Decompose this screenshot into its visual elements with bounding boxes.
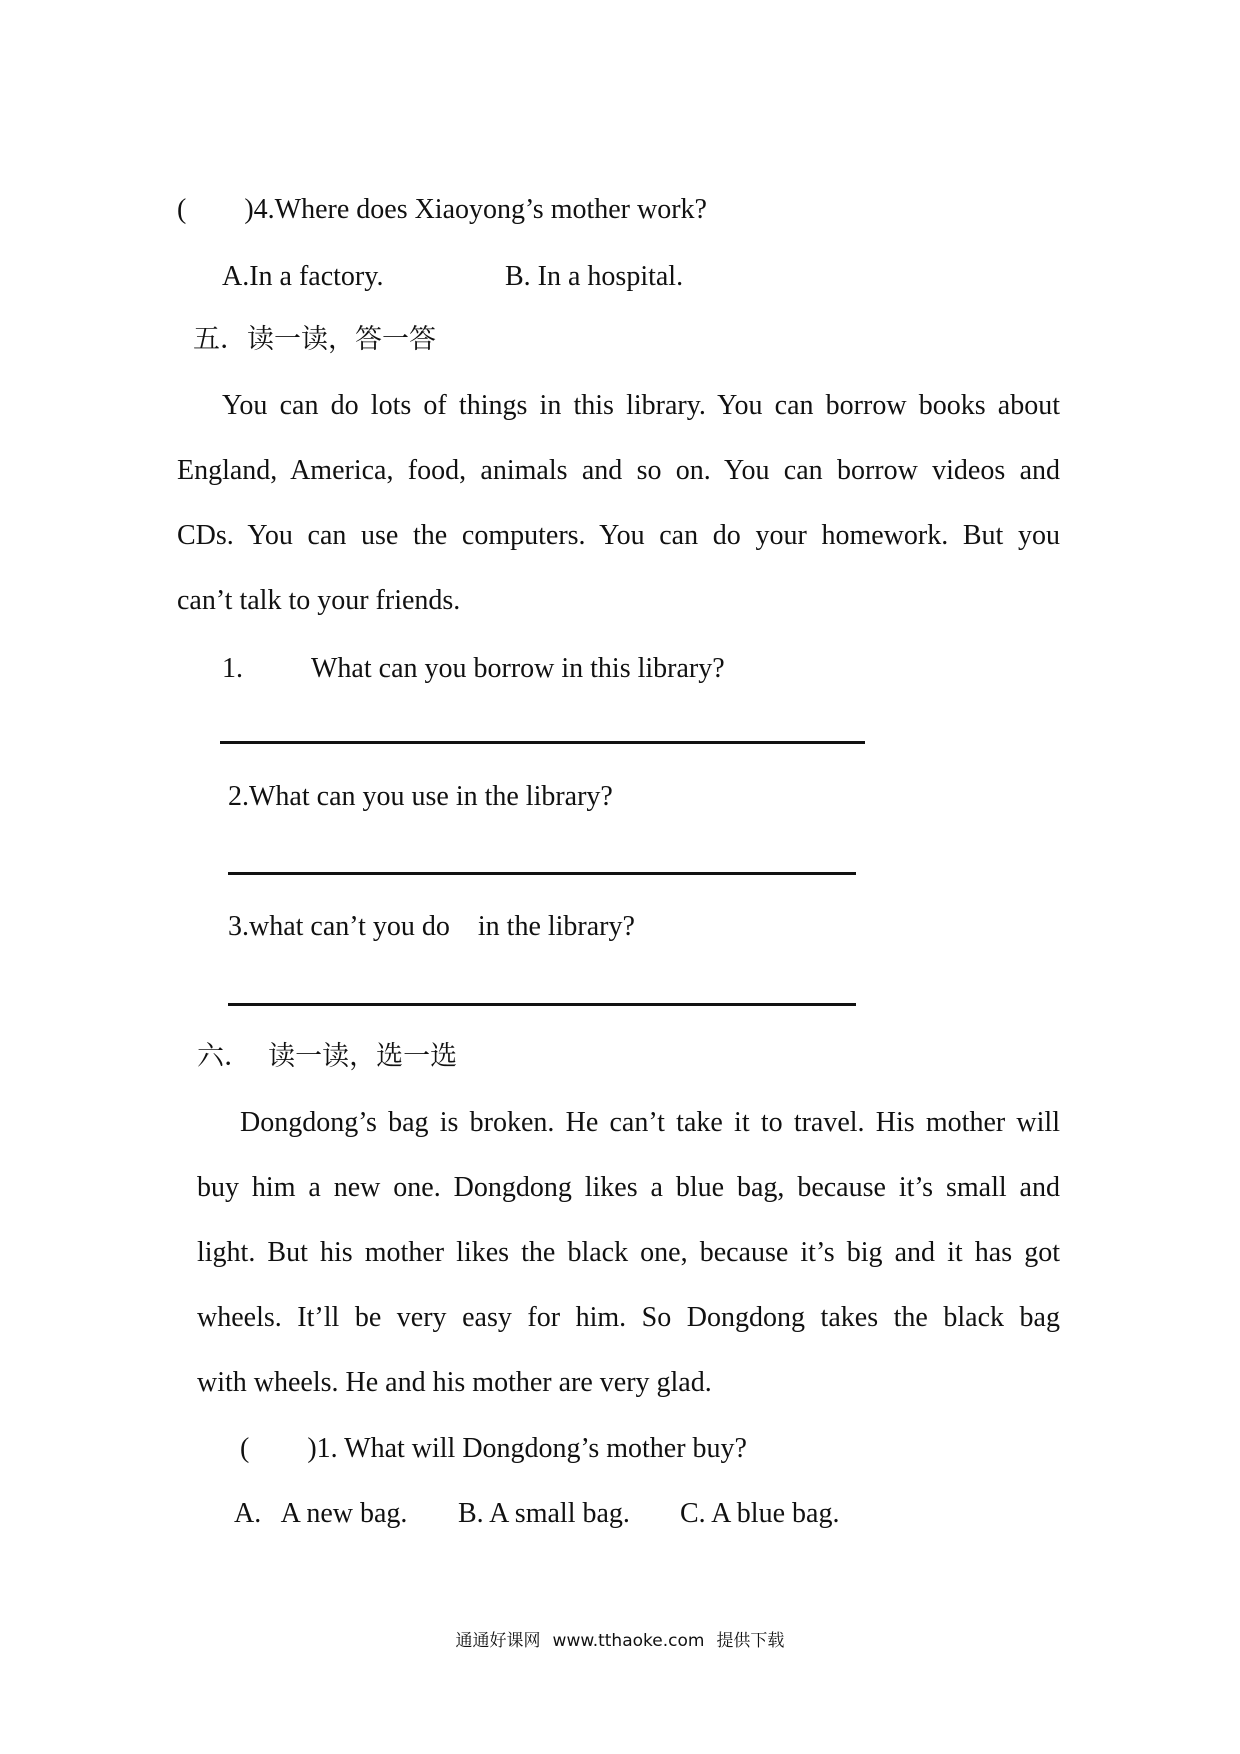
footer-site-name: 通通好课网 [455,1631,541,1651]
section-6-question-1-text: )1. What will Dongdong’s mother buy? [307,1433,747,1464]
section-5-question-2: 2.What can you use in the library? [228,781,613,812]
section-6-option-b: B. A small bag. [458,1498,630,1529]
section-6-option-c: C. A blue bag. [680,1498,840,1529]
section-5-passage-line-4: can’t talk to your friends. [177,585,461,616]
section-5-heading: 五．读一读，答一答 [193,324,436,355]
section-5-passage-line-1: You can do lots of things in this library. You can borrow books about [222,390,1060,421]
section-6-passage-line-4: wheels. It’ll be very easy for him. So Dongdong takes the black bag [197,1302,1060,1333]
question-4 [177,193,707,227]
section-5-passage-line-2: England, America, food, animals and so on. You can borrow videos and [177,455,1060,486]
answer-line-2[interactable] [228,872,856,875]
question-1-text: What can you borrow in this library? [311,653,725,684]
section-6-question-1 [240,1432,747,1466]
page-footer [0,1630,1240,1652]
section-6-passage-line-3: light. But his mother likes the black one, because it’s big and it has got [197,1237,1060,1268]
question-4-option-a: A.In a factory. [222,261,384,292]
section-6-passage-line-2: buy him a new one. Dongdong likes a blue bag, because it’s small and [197,1172,1060,1203]
question-4-text: )4.Where does Xiaoyong’s mother work? [244,194,707,225]
section-6-passage-line-5: with wheels. He and his mother are very glad. [197,1367,712,1398]
section-5-question-1 [222,652,725,686]
section-6-option-a: A. A new bag. [234,1498,408,1529]
answer-line-3[interactable] [228,1003,856,1006]
question-4-option-b: B. In a hospital. [505,261,684,292]
section-6-heading: 六． 读一读，选一选 [197,1041,458,1072]
question-1-number: 1. [222,653,243,684]
section-6-passage-line-1: Dongdong’s bag is broken. He can’t take it to travel. His mother will [240,1107,1060,1138]
answer-paren-open: ( [177,194,187,225]
footer-url[interactable]: www.tthaoke.com [552,1631,705,1651]
answer-line-1[interactable] [220,741,865,744]
section-5-passage-line-3: CDs. You can use the computers. You can do your homework. But you [177,520,1060,551]
footer-download-text: 提供下载 [716,1631,785,1651]
section-5-question-3: 3.what can’t you do in the library? [228,911,635,942]
answer-paren-open: ( [240,1433,250,1464]
